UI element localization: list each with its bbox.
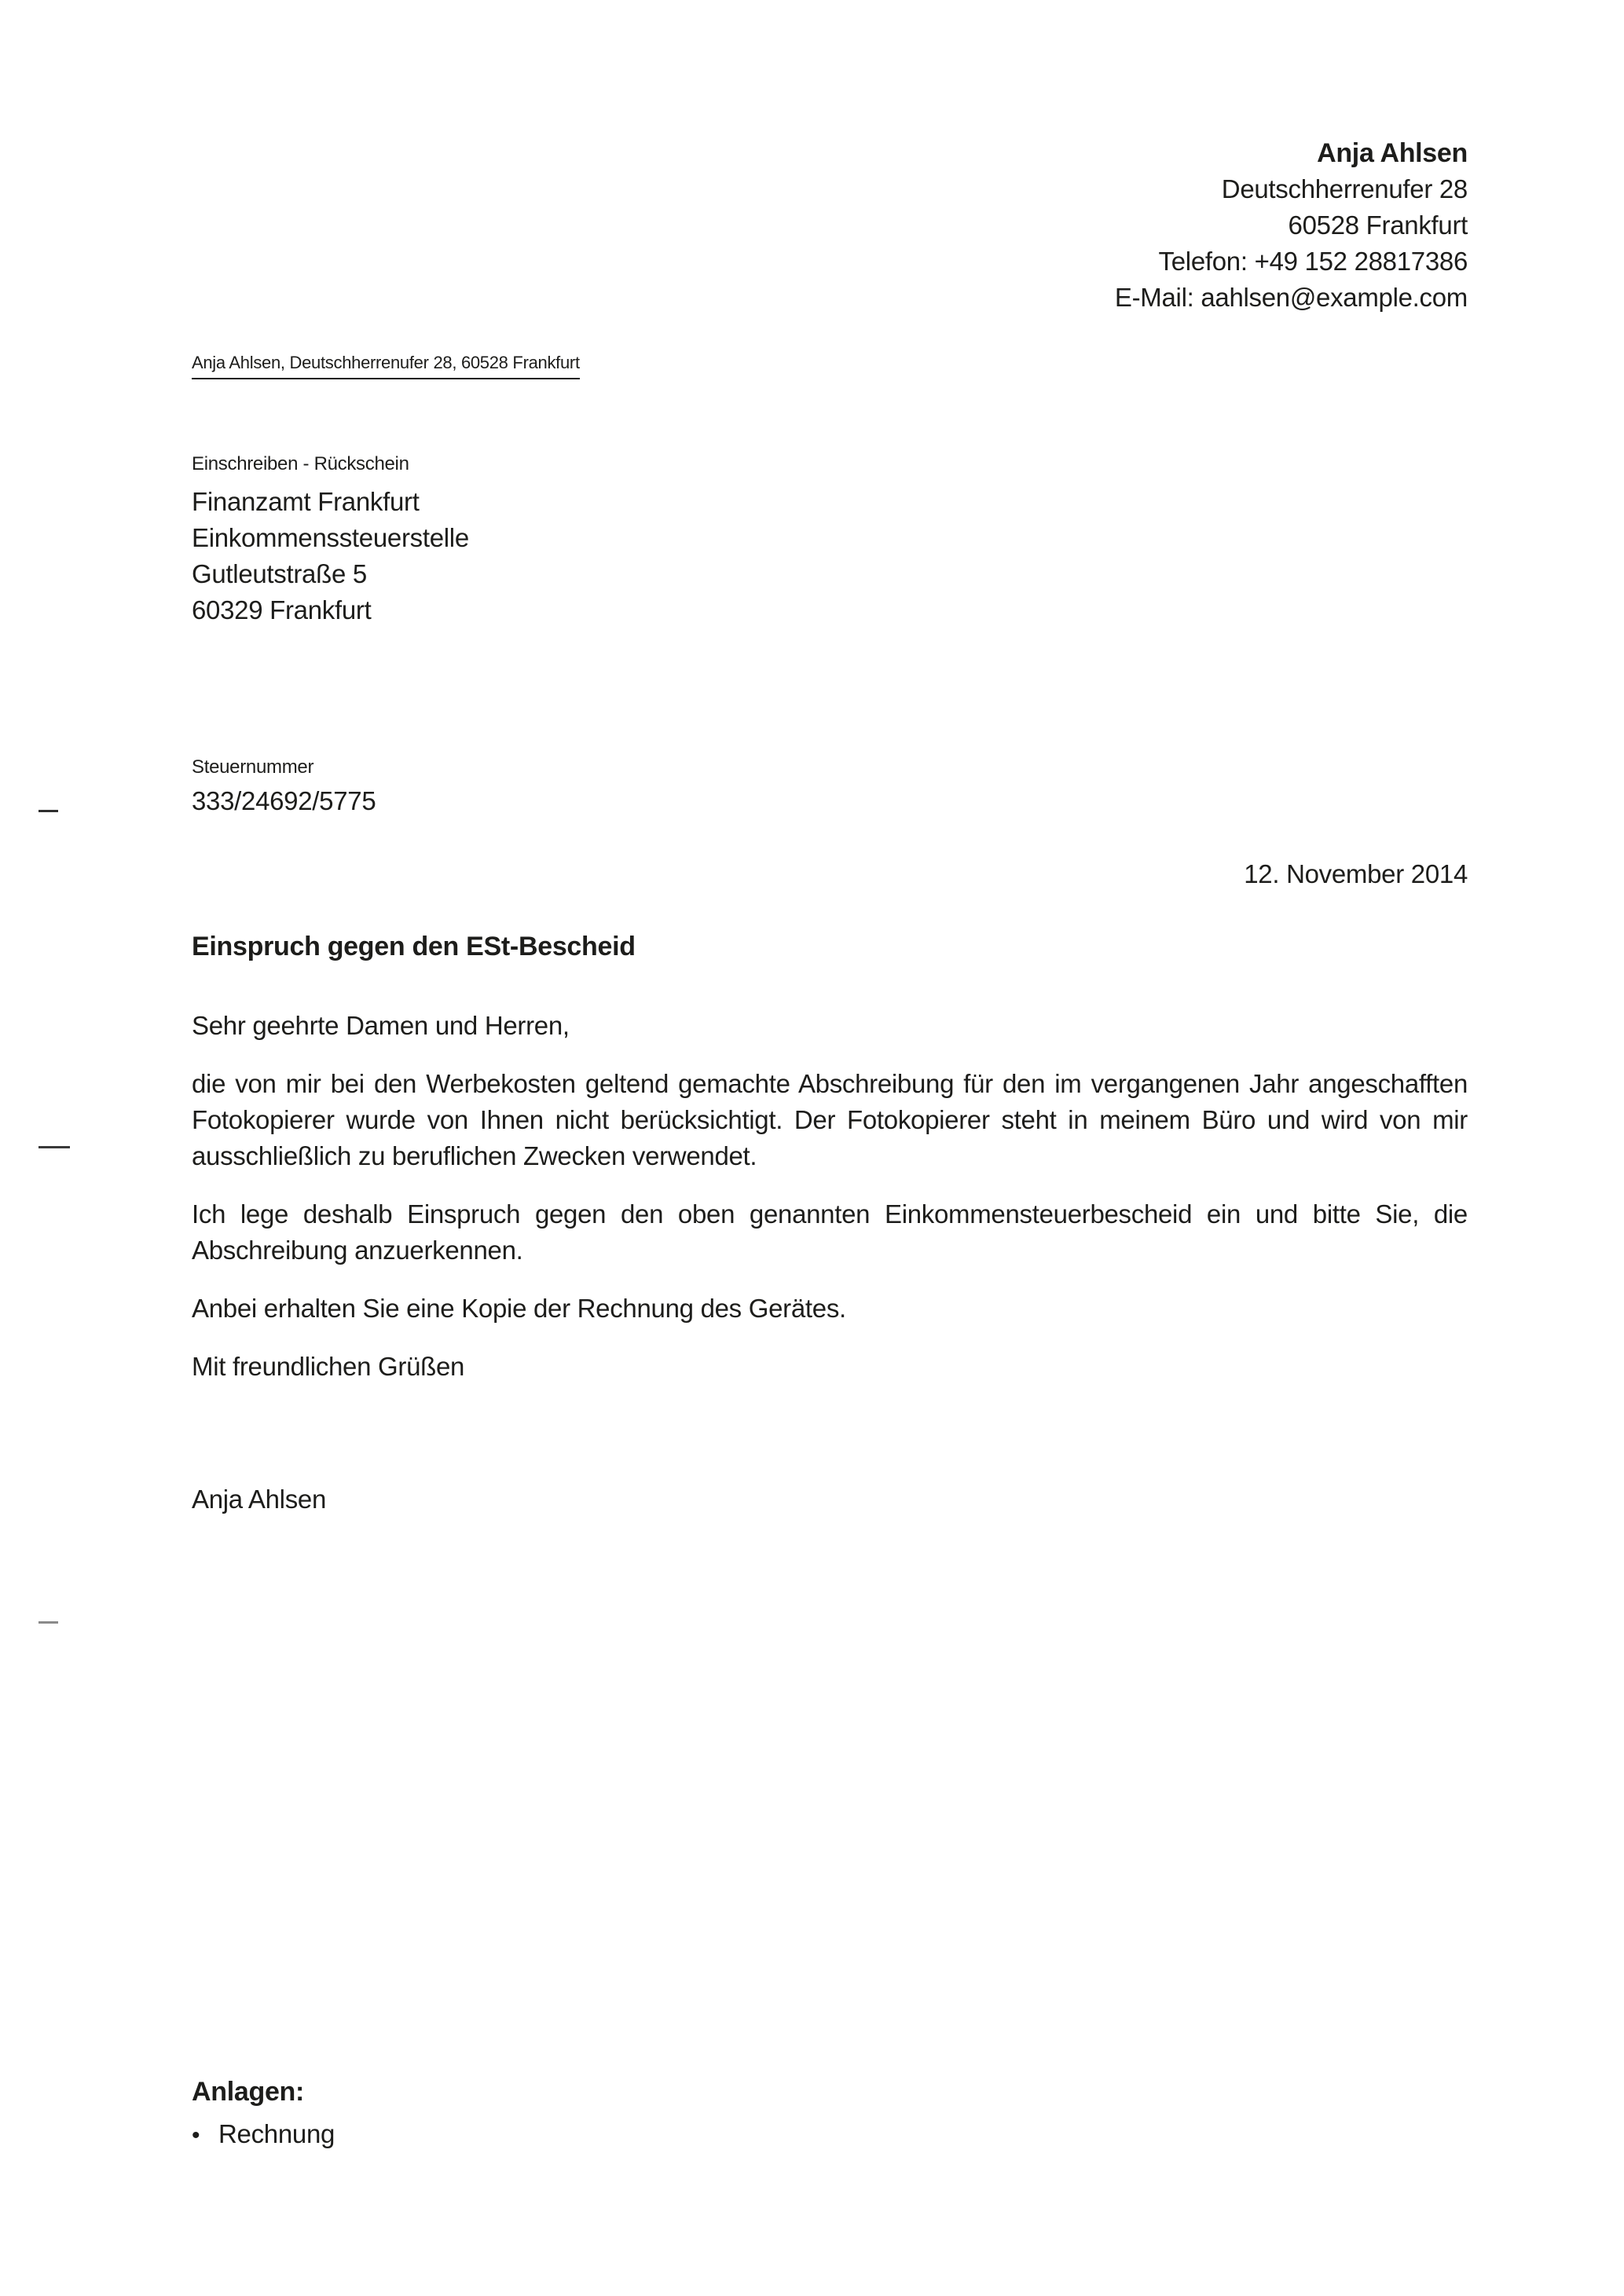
attachment-item bbox=[192, 2116, 335, 2154]
bullet-marker: • bbox=[192, 2122, 200, 2148]
letter-date: 12. November 2014 bbox=[1244, 859, 1468, 888]
sender-name: Anja Ahlsen bbox=[1317, 138, 1468, 168]
attachment-label: Rechnung bbox=[218, 2119, 335, 2148]
reference-block bbox=[192, 756, 376, 818]
fold-mark-top bbox=[38, 810, 58, 812]
recipient-block bbox=[192, 452, 469, 628]
body-paragraph: die von mir bei den Werbekosten geltend gemachte Abschreibung für den im vergangenen Jahr angeschafften Fotokopierer wurde von Ihnen nicht berücksichtigt. Der Fotokopierer steht in meinem Büro und wird von mir ausschließlich zu beruflichen Zwecken verwendet. bbox=[192, 1069, 1468, 1170]
salutation: Sehr geehrte Damen und Herren, bbox=[192, 1011, 570, 1040]
return-address-line bbox=[192, 352, 580, 379]
punch-mark-center bbox=[38, 1146, 70, 1148]
closing-line: Mit freundlichen Grüßen bbox=[192, 1352, 465, 1381]
letter-body bbox=[192, 1008, 1468, 1518]
delivery-note: Einschreiben - Rückschein bbox=[192, 453, 409, 474]
sender-city: 60528 Frankfurt bbox=[1288, 211, 1468, 240]
recipient-line: Gutleutstraße 5 bbox=[192, 559, 367, 588]
recipient-line: 60329 Frankfurt bbox=[192, 595, 372, 624]
reference-value: 333/24692/5775 bbox=[192, 786, 376, 815]
sender-phone: Telefon: +49 152 28817386 bbox=[1158, 247, 1468, 276]
return-address-text: Anja Ahlsen, Deutschherrenufer 28, 60528 Frankfurt bbox=[192, 352, 580, 379]
attachments-block bbox=[192, 2074, 335, 2154]
body-paragraph: Anbei erhalten Sie eine Kopie der Rechnung des Gerätes. bbox=[192, 1294, 846, 1323]
fold-mark-bottom bbox=[38, 1621, 58, 1624]
attachments-heading: Anlagen: bbox=[192, 2077, 305, 2107]
recipient-line: Finanzamt Frankfurt bbox=[192, 487, 420, 516]
reference-label: Steuernummer bbox=[192, 756, 314, 778]
signature-name: Anja Ahlsen bbox=[192, 1485, 326, 1514]
sender-block bbox=[1115, 135, 1468, 316]
body-paragraph: Ich lege deshalb Einspruch gegen den oben genannten Einkommensteuerbescheid ein und bitte Sie, die Abschreibung anzuerkennen. bbox=[192, 1199, 1468, 1265]
subject-line: Einspruch gegen den ESt-Bescheid bbox=[192, 932, 636, 961]
sender-street: Deutschherrenufer 28 bbox=[1221, 174, 1468, 203]
recipient-line: Einkommenssteuerstelle bbox=[192, 523, 469, 552]
sender-email: E-Mail: aahlsen@example.com bbox=[1114, 283, 1468, 312]
